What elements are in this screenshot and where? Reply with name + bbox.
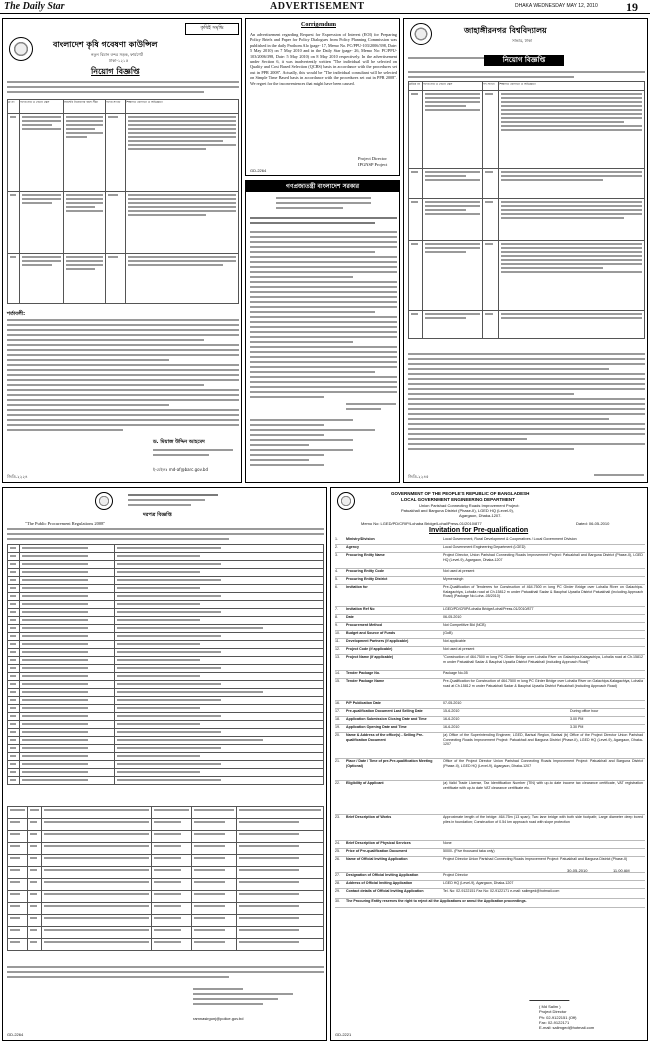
lged-row-value: (GoB) [443, 631, 453, 635]
lged-project-2: Patuakhali and Barguna District (Phase-II), LGED HQ (Level-9), [401, 508, 514, 513]
lged-info-row [335, 647, 645, 655]
lged-row-label: P/P Publication Date [346, 701, 381, 705]
lged-row-label: Procuring Entity Name [346, 553, 385, 557]
govt-notice-title-line [250, 217, 397, 227]
col-header: ক্রমিক নং [409, 82, 421, 86]
table-row [8, 254, 239, 304]
lged-fax: Fax: 02-9122171 [539, 1020, 570, 1025]
table-row [8, 843, 324, 855]
lged-row-number: 28. [335, 881, 340, 885]
lged-row-label: Application Submission Closing Date and Time [346, 717, 427, 721]
ju-emblem-icon [410, 23, 432, 45]
lged-gov-title: GOVERNMENT OF THE PEOPLE'S REPUBLIC OF BANGLADESH [391, 491, 530, 496]
lged-info-row [335, 537, 645, 545]
lged-row-number: 4. [335, 569, 338, 573]
lged-row-label: Contact details of Official Inviting Application [346, 889, 424, 893]
table-row [8, 761, 324, 769]
police-heading: দরপত্র বিজ্ঞপ্তি [143, 512, 172, 518]
lged-row-value: 16-6-2010 [443, 725, 460, 729]
table-row [8, 891, 324, 903]
lged-info-row [335, 849, 645, 857]
lged-row-value: 15-6-2010 [443, 709, 460, 713]
lged-row-number: 24. [335, 841, 340, 845]
lged-row-label: Name & Address of the office(s) - Selling Pre-qualification Document [346, 733, 424, 742]
lged-row-number: 30. [335, 899, 340, 903]
police-notes [7, 966, 324, 981]
lged-row-label: Pre-qualification Document Last Selling Date [346, 709, 423, 713]
lged-row-number: 12. [335, 647, 340, 651]
lged-row-number: 17. [335, 709, 340, 713]
table-row [8, 681, 324, 689]
lged-info-row [335, 709, 645, 717]
lged-row-label: Procuring Entity District [346, 577, 388, 581]
govt-notice-heading: গণপ্রজাতন্ত্রী বাংলাদেশ সরকার [246, 181, 399, 192]
lged-ad-code: GD-2221 [335, 1032, 352, 1037]
lged-row-value: Pre-Qualification for Construction of 464.7500 m long PC Girder Bridge over Lohalia River on Galachipa-Kalagachiya, Lohalia road at Ch.15812 m under Patuakhali Sadar & Bauphal Upazila District Patuakhali (including Approach Road) [443, 679, 643, 688]
table-row [409, 241, 645, 311]
lged-row-label: Price of Pre-qualification Document [346, 849, 407, 853]
table-row [8, 585, 324, 593]
lged-info-row [335, 545, 645, 553]
lged-row-value: 16-6-2010 [443, 717, 460, 721]
table-row [8, 753, 324, 761]
table-row [8, 721, 324, 729]
police-email: ramnasirgonj@police.gov.bd [193, 1016, 244, 1021]
lged-emblem-icon [337, 492, 355, 510]
lged-row-value: LGED HQ (Level-9), Agargaon, Dhaka-1207 [443, 881, 514, 885]
lged-row-value: Mymensingh [443, 577, 464, 581]
lged-row-label: Project Name (if applicable) [346, 655, 394, 659]
lged-info-row [335, 815, 645, 841]
lged-row-label: The Procuring Entity reserves the right to reject all the Applications or annul the Application proceedings. [346, 899, 527, 903]
govt-notice-body [250, 231, 397, 401]
barc-conditions-text [7, 319, 239, 434]
ju-signer [594, 474, 644, 479]
table-row [8, 593, 324, 601]
barc-signer-title [153, 449, 233, 459]
police-org-header [128, 494, 218, 509]
newspaper-logo: The Daily Star [4, 1, 65, 12]
corrigendum-notice [245, 18, 400, 176]
signature-mark [529, 991, 573, 1001]
lged-info-row [335, 585, 645, 607]
table-row [409, 169, 645, 199]
barc-city: ঢাকা-১২১৫ [109, 58, 129, 63]
lged-info-row [335, 679, 645, 701]
lged-info-row [335, 759, 645, 781]
lged-info-row [335, 701, 645, 709]
table-row [8, 192, 239, 254]
corrigendum-code: GD-2264 [250, 168, 267, 173]
lged-row-label: Budget and Source of Funds [346, 631, 396, 635]
govt-legal-notice [245, 180, 400, 483]
lged-row-number: 2. [335, 545, 338, 549]
lged-info-row [335, 717, 645, 725]
lged-row-number: 25. [335, 849, 340, 853]
lged-row-number: 3. [335, 553, 338, 557]
lged-row-value: Project Director, Union Parishad Connecting Roads Improvement Project: Patuakhali and Barguna District (Phase-II), LGED HQ (Level-9), Agargaon, Dhaka-1207 [443, 553, 643, 562]
table-row [8, 553, 324, 561]
lged-meeting-date: 30-05-2010 [567, 868, 588, 873]
col-header: ক্র নং [8, 100, 15, 104]
table-row [8, 545, 324, 553]
table-row [8, 855, 324, 867]
lged-info-row [335, 639, 645, 647]
lged-row-number: 16. [335, 701, 340, 705]
table-row [8, 705, 324, 713]
lged-row-number: 15. [335, 679, 340, 683]
table-row [8, 927, 324, 939]
table-row [8, 729, 324, 737]
lged-row-number: 26. [335, 857, 340, 861]
lged-row-value: 07-05-2010 [443, 701, 462, 705]
lged-row-value: Office of the Project Director Union Parishad Connecting Roads Improvement Project: Patuakhali and Barguna District (Phase-II), LGED HQ (Level-9), Agargaon, Dhaka-1207 [443, 759, 643, 768]
table-row [8, 114, 239, 192]
col-header: সরাসরি নিয়োগের বয়স সীমা [64, 100, 98, 104]
col-header: পদের সংখ্যা [106, 100, 121, 104]
ju-position-table [408, 81, 645, 339]
police-ad-code: GD-2264 [7, 1032, 24, 1037]
ju-city: সাভার, ঢাকা [512, 38, 533, 43]
lged-row-label: Agency [346, 545, 359, 549]
lged-row-label: Invitation Ref No [346, 607, 375, 611]
police-ppr-quote: "The Public Procurement Regulations 2008" [25, 521, 106, 526]
corrigendum-title: Corrigendum [301, 22, 336, 28]
lged-meeting-time: 11.00 AM [613, 868, 630, 873]
lged-prequalification-notice [330, 487, 648, 1041]
table-row [8, 819, 324, 831]
govt-notice-distribution [250, 419, 397, 469]
section-title: ADVERTISEMENT [270, 1, 365, 12]
table-row [8, 689, 324, 697]
lged-row-value: Approximate length of the bridge: 464.75m (13 span); Two lane bridge with both side footpath; Large diameter deep bored piles in foundation; Construction of 0.54 km approach road with slope protection [443, 815, 643, 824]
corrigendum-signer-title: Project Director [358, 156, 387, 161]
table-row [8, 777, 324, 785]
ju-org-name: জাহাঙ্গীরনগর বিশ্ববিদ্যালয় [464, 26, 547, 35]
lged-row-number: 5. [335, 577, 338, 581]
lged-info-row [335, 615, 645, 623]
barc-conditions-label: শর্তাবলী: [7, 311, 26, 317]
table-row [8, 673, 324, 681]
lged-row-label: Procuring Entity Code [346, 569, 384, 573]
lged-info-row [335, 733, 645, 759]
lged-row-value: Not used at present [443, 647, 475, 651]
lged-info-row [335, 857, 645, 873]
lged-row-label: Eligibility of Applicant [346, 781, 384, 785]
ju-heading: নিয়োগ বিজ্ঞপ্তি [484, 55, 564, 66]
lged-dept-title: LOCAL GOVERNMENT ENGINEERING DEPARTMENT [401, 497, 515, 502]
table-row [8, 577, 324, 585]
lged-info-row [335, 881, 645, 889]
lged-info-row [335, 553, 645, 569]
table-row [8, 569, 324, 577]
table-row [8, 769, 324, 777]
lged-info-row [335, 873, 645, 881]
lged-row-number: 19. [335, 725, 340, 729]
table-row [8, 641, 324, 649]
lged-info-table [335, 537, 645, 908]
table-header-row [8, 807, 324, 819]
lged-row-number: 8. [335, 615, 338, 619]
lged-info-row [335, 899, 645, 908]
lged-row-number: 1. [335, 537, 338, 541]
corrigendum-signer-org: IPGNSP Project [358, 162, 388, 167]
lged-row-value: (a) Office of the Superintending Engineer, LGED, Barisal Region, Barisal (b) Office of the Project Director Union Parishad Connecting Roads Improvement Project: Patuakhali and Barguna District (Phase-II), LGED HQ (Level-9), Agargaon, Dhaka-1207 [443, 733, 643, 747]
lged-row-number: 14. [335, 671, 340, 675]
lged-opening-time: 3.30 PM [570, 725, 584, 729]
lged-row-value: Local Government, Rural Development & Cooperatives / Local Government Division [443, 537, 577, 541]
issue-date: DHAKA WEDNESDAY MAY 12, 2010 [515, 3, 598, 9]
col-header: পদের নাম ও বেতন স্কেল [20, 100, 50, 104]
table-row [8, 713, 324, 721]
page-masthead [0, 0, 650, 14]
table-row [8, 737, 324, 745]
lged-row-number: 20. [335, 733, 340, 737]
table-header-row [8, 100, 239, 114]
govt-notice-subhead [276, 197, 371, 212]
lged-phone: Ph: 02-9122151 (Off) [539, 1015, 577, 1020]
lged-address: Agargaon, Dhaka-1207. [459, 513, 502, 518]
police-procurement-notice [2, 487, 327, 1041]
lged-memo-date: Dated: 06-05-2010 [576, 521, 610, 526]
lged-row-value: LGED/PD/CRIP/Lohalia Bridge/Lohal/Press-01/2010/877 [443, 607, 534, 611]
lged-row-value: Package No-05 [443, 671, 468, 675]
table-row [8, 665, 324, 673]
lged-info-row [335, 577, 645, 585]
table-row [8, 903, 324, 915]
police-emblem-icon [95, 492, 113, 510]
col-header: শিক্ষাগত যোগ্যতা ও অভিজ্ঞতা [126, 100, 163, 104]
lged-row-number: 18. [335, 717, 340, 721]
lged-row-number: 7. [335, 607, 338, 611]
ju-conditions-text [408, 353, 645, 453]
table-row [8, 609, 324, 617]
police-signer [193, 988, 293, 1008]
lged-row-value: Pre-Qualification of Tenderers for Construction of 464.7500 m long PC Girder Bridge over Lohalia River on Galachipa-Kalagachiya, Lohalia road at Ch.15812 m under Patuakhali Sadar & Bauphal Upazila District Patuakhali (including Approach Road) (Package No.Loha -05/2010) [443, 585, 643, 599]
table-row [8, 601, 324, 609]
barc-email: ই-মেইলঃ md-af@barc.gov.bd [153, 467, 208, 472]
barc-slogan-badge: কৃষিই সমৃদ্ধি [185, 23, 239, 35]
lged-row-number: 13. [335, 655, 340, 659]
page-number: 19 [626, 0, 638, 14]
lged-row-value: Local Government Engineering Department (LGED) [443, 545, 526, 549]
col-header: পদ সংখ্যা [483, 82, 495, 86]
corrigendum-body: An advertisement regarding Request for Expression of Interest (EOI) for Preparing Policy Briefs and Paper for Policy Dialogues from Policy Planning Commission was published in the daily Prothom Alo (page- 17, Memo No. PC/PPU-103/2006/398, Date: 5 May 2010) on 7 May 2010 and in the Daily Star (page- 26, Memo No: PC/PPU-103/2006/398, Date: 5 May 2010) on 8 May 2010 respectively. In the advertisement under Section 6, it was inadvertently written "The individual will be selected on Quality and Cost Based Selection (QCBS) basis in accordance with the procedures set out in PPR 2008". Actually, this would be "The individual consultant will be selected on Simple Time Based basis in accordance with the procedures set out in PPR 2008". We regret for the inconveniences that might have been caused. [250, 32, 397, 86]
lged-row-value: Project Director [443, 873, 468, 877]
lged-row-number: 6. [335, 585, 338, 589]
lged-info-row [335, 671, 645, 679]
table-row [409, 91, 645, 169]
table-row [8, 915, 324, 927]
lged-row-value: 5000/- (Five thousand taka only) [443, 849, 495, 853]
barc-position-table [7, 99, 239, 304]
table-row [8, 867, 324, 879]
lged-row-number: 22. [335, 781, 340, 785]
lged-signer: ( Md Salim ) [539, 1004, 561, 1009]
lged-info-row [335, 623, 645, 631]
police-intro-text [7, 528, 324, 543]
lged-closing-time: 3.00 PM [570, 717, 584, 721]
table-row [409, 199, 645, 241]
lged-info-row [335, 607, 645, 615]
lged-row-value: Not applicable [443, 639, 466, 643]
lged-row-label: Designation of Official Inviting Application [346, 873, 419, 877]
lged-row-value: (a) Valid Trade License, Tax Identification Number (TIN) with up-to date income tax clearance certificate, VAT registration certificate with up-to date VAT clearance certificate etc. [443, 781, 643, 790]
barc-intro-text [7, 81, 239, 96]
table-row [8, 649, 324, 657]
lged-title: Invitation for Pre-qualification [429, 527, 529, 534]
table-row [8, 745, 324, 753]
barc-job-ad [2, 18, 242, 483]
police-tender-table [7, 544, 324, 785]
lged-email: E-mail: salimged@hotmail.com [539, 1025, 595, 1030]
lged-row-label: Invitation for [346, 585, 368, 589]
lged-row-number: 10. [335, 631, 340, 635]
table-row [8, 625, 324, 633]
table-row [8, 657, 324, 665]
barc-emblem-icon [9, 37, 33, 61]
lged-row-label: Ministry/Division [346, 537, 375, 541]
lged-row-label: Project Code (if applicable) [346, 647, 393, 651]
lged-row-value: None [443, 841, 452, 845]
table-row [409, 311, 645, 339]
lged-info-row [335, 781, 645, 815]
ju-ad-code: জিডি-২২৪৫ [408, 474, 429, 479]
barc-ad-code: জিডি-২২২৪ [7, 474, 28, 479]
table-row [8, 697, 324, 705]
barc-signer-name: ড. মিয়াজ উদ্দিন আহমেদ [153, 439, 205, 445]
lged-row-number: 29. [335, 889, 340, 893]
lged-row-label: Application Opening Date and Time [346, 725, 407, 729]
table-header-row [409, 82, 645, 91]
ju-job-ad [403, 18, 648, 483]
lged-info-row [335, 841, 645, 849]
lged-row-label: Address of Official Inviting Application [346, 881, 413, 885]
lged-info-row [335, 889, 645, 899]
govt-notice-signer [346, 403, 396, 413]
police-lot-table [7, 806, 324, 951]
lged-row-label: Name of Official Inviting Application [346, 857, 408, 861]
col-header: শিক্ষাগত যোগ্যতা ও অভিজ্ঞতা [499, 82, 536, 86]
lged-signer-title: Project Director [539, 1009, 567, 1014]
table-row [8, 633, 324, 641]
lged-row-number: 21. [335, 759, 340, 763]
lged-office-hours: During office hour [570, 709, 599, 713]
lged-row-value: 06-05-2010 [443, 615, 462, 619]
lged-info-row [335, 569, 645, 577]
barc-org-name: বাংলাদেশ কৃষি গবেষণা কাউন্সিল [53, 40, 158, 49]
lged-row-label: Brief Description of Physical Services [346, 841, 411, 845]
lged-project: Union Parishad Connecting Roads Improvement Project: [419, 503, 520, 508]
lged-row-label: Tender Package Name [346, 679, 385, 683]
table-row [8, 939, 324, 951]
lged-row-number: 27. [335, 873, 340, 877]
lged-info-row [335, 725, 645, 733]
lged-row-label: Procurement Method [346, 623, 382, 627]
table-row [8, 561, 324, 569]
lged-row-value: Project Director Union Parishad Connecting Roads Improvement Project: Patuakhali and Barguna District (Phase-II) [443, 857, 628, 861]
lged-row-number: 11. [335, 639, 340, 643]
lged-row-label: Development Partners (if applicable) [346, 639, 409, 643]
lged-row-value: Not used at present [443, 569, 475, 573]
lged-row-value: Tel. No: 02-9122151 Fax No: 02-9122171 e-mail: salimged@hotmail.com [443, 889, 560, 893]
barc-heading: নিয়োগ বিজ্ঞপ্তি [91, 67, 140, 76]
lged-row-value: Not Competitive Bid (NCB) [443, 623, 486, 627]
lged-info-row [335, 631, 645, 639]
table-row [8, 831, 324, 843]
table-row [8, 879, 324, 891]
lged-row-label: Place / Date / Time of pre-Pre-qualification Meeting (Optional) [346, 759, 433, 768]
lged-row-number: 23. [335, 815, 340, 819]
barc-address: নতুন বিমান বন্দর সড়ক, ফার্মগেট [91, 52, 143, 57]
lged-info-row [335, 655, 645, 671]
lged-row-label: Tender Package No. [346, 671, 381, 675]
col-header: পদের নাম ও বেতন স্কেল [423, 82, 453, 86]
lged-row-number: 9. [335, 623, 338, 627]
ju-intro-text [408, 71, 645, 81]
lged-row-value: "Construction of 464.7500 m long PC Girder Bridge over Lohalia River on Galachipa-Kalagachiya, Lohalia road at Ch.15812 m under Patuakhali Sadar & Bauphal Upazila District Patuakhali (including Approach Road)" [443, 655, 643, 664]
lged-row-label: Date [346, 615, 354, 619]
lged-row-label: Brief Description of Works [346, 815, 392, 819]
table-row [8, 617, 324, 625]
lged-memo: Memo No: LGED/PD/CRIP/Lohaba Bridge/Lohal/Press-01/2010/877 [361, 521, 482, 526]
